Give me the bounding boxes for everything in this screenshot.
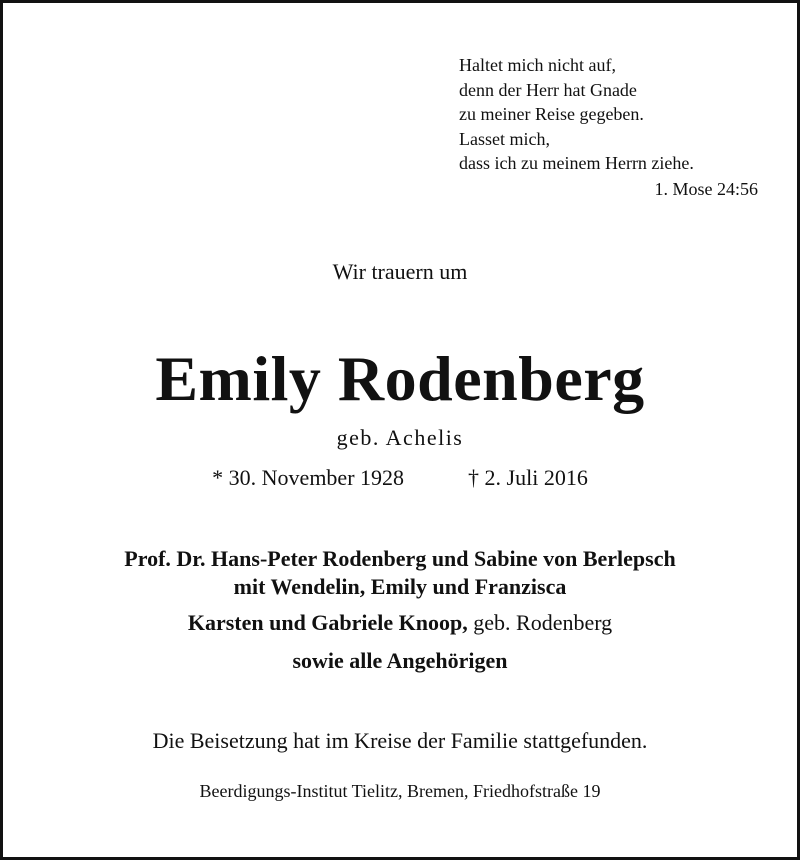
mourner-maiden-name: geb. Rodenberg	[467, 610, 613, 635]
mourner-line: Prof. Dr. Hans-Peter Rodenberg und Sabine von Berlepsch	[124, 546, 676, 571]
verse-reference: 1. Mose 24:56	[654, 179, 758, 199]
death-date: † 2. Juli 2016	[468, 465, 588, 490]
verse-line: Lasset mich,	[459, 128, 550, 149]
intro-text: Wir trauern um	[332, 259, 468, 284]
verse-line: dass ich zu meinem Herrn ziehe.	[459, 153, 694, 173]
deceased-name: Emily Rodenberg	[155, 343, 645, 414]
life-dates	[3, 465, 797, 491]
mourner-line	[3, 609, 797, 637]
verse-line: zu meiner Reise gegeben.	[459, 104, 644, 124]
mourner-names: Karsten und Gabriele Knoop,	[187, 610, 468, 635]
birth-date: * 30. November 1928	[212, 465, 405, 490]
bible-verse	[459, 53, 694, 176]
mourner-line: sowie alle Angehörigen	[292, 648, 508, 673]
funeral-home: Beerdigungs-Institut Tielitz, Bremen, Friedhofstraße 19	[199, 781, 601, 801]
closing-text: Die Beisetzung hat im Kreise der Familie stattgefunden.	[152, 728, 648, 753]
maiden-name: geb. Achelis	[336, 425, 464, 450]
mourner-line: mit Wendelin, Emily und Franzisca	[233, 574, 567, 599]
verse-line: Haltet mich nicht auf,	[459, 55, 616, 75]
verse-line: denn der Herr hat Gnade	[459, 79, 637, 100]
